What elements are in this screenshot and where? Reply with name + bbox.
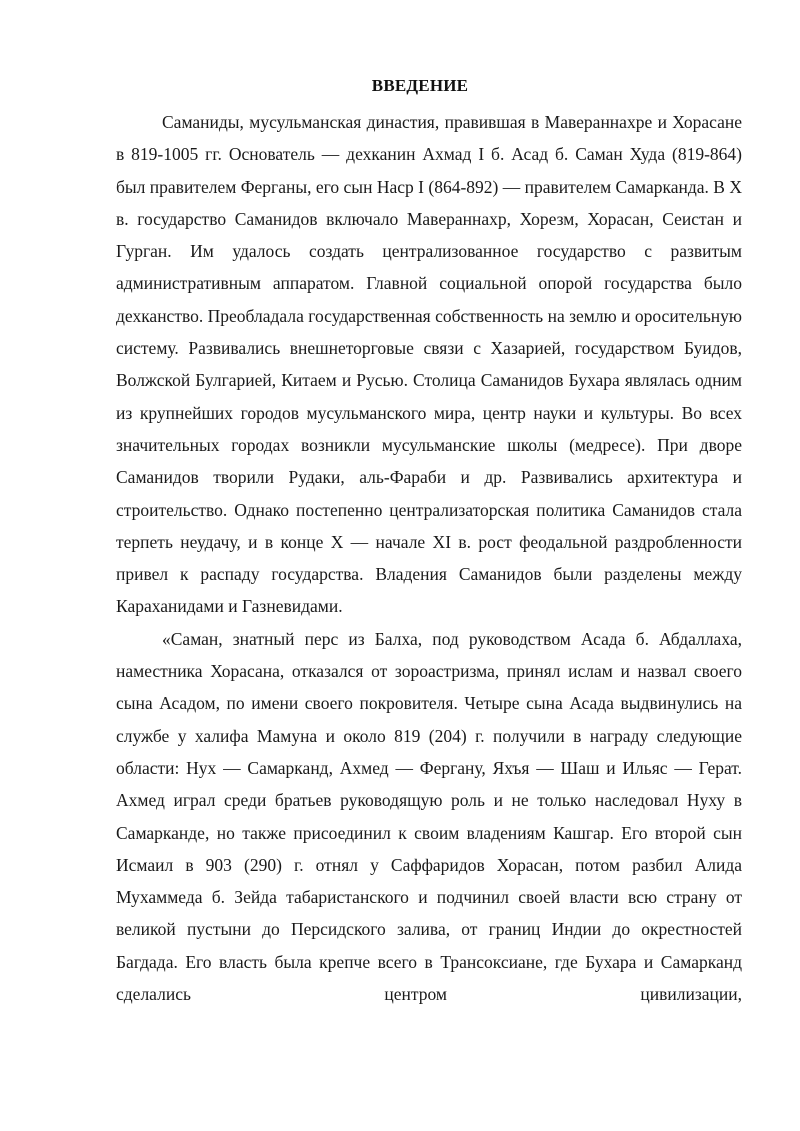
body-text <box>116 106 742 1010</box>
page-title: ВВЕДЕНИЕ <box>371 76 469 95</box>
paragraph-2: «Саман, знатный перс из Балха, под руководством Асада б. Абдаллаха, наместника Хорасана, отказался от зороастризма, принял ислам и назвал своего сына Асадом, по имени своего покровителя. Четыре сына Асада выдвинулись на службе у халифа Мамуна и около 819 (204) г. получили в награду следующие области: Нух — Самарканд, Ахмед — Фергану, Яхъя — Шаш и Ильяс — Герат. Ахмед играл среди братьев руководящую роль и не только наследовал Нуху в Самарканде, но также присоединил к своим владениям Кашгар. Его второй сын Исмаил в 903 (290) г. отнял у Саффаридов Хорасан, потом разбил Алида Мухаммеда б. Зейда табаристанского и подчинил своей власти всю страну от великой пустыни до Персидского залива, от границ Индии до окрестностей Багдада. Его власть была крепче всего в Трансоксиане, где Бухара и Самарканд сделались центром цивилизации, <box>116 628 742 1005</box>
paragraph-1: Саманиды, мусульманская династия, правившая в Мавераннахре и Хорасане в 819-1005 гг. Основатель — дехканин Ахмад I б. Асад б. Саман Худа (819-864) был правителем Ферганы, его сын Наср I (864-892) — правителем Самарканда. В X в. государство Саманидов включало Мавераннахр, Хорезм, Хорасан, Сеистан и Гурган. Им удалось создать централизованное государство с развитым административным аппаратом. Главной социальной опорой государства было дехканство. Преобладала государственная собственность на землю и оросительную систему. Развивались внешнеторговые связи с Хазарией, государством Буидов, Волжской Булгарией, Китаем и Русью. Столица Саманидов Бухара являлась одним из крупнейших городов мусульманского мира, центр науки и культуры. Во всех значительных городах возникли мусульманские школы (медресе). При дворе Саманидов творили Рудаки, аль-Фараби и др. Развивались архитектура и строительство. Однако постепенно централизаторская политика Саманидов стала терпеть неудачу, и в конце X — начале XI в. рост феодальной раздробленности привел к распаду государства. Владения Саманидов были разделены между Караханидами и Газневидами. <box>116 112 742 617</box>
